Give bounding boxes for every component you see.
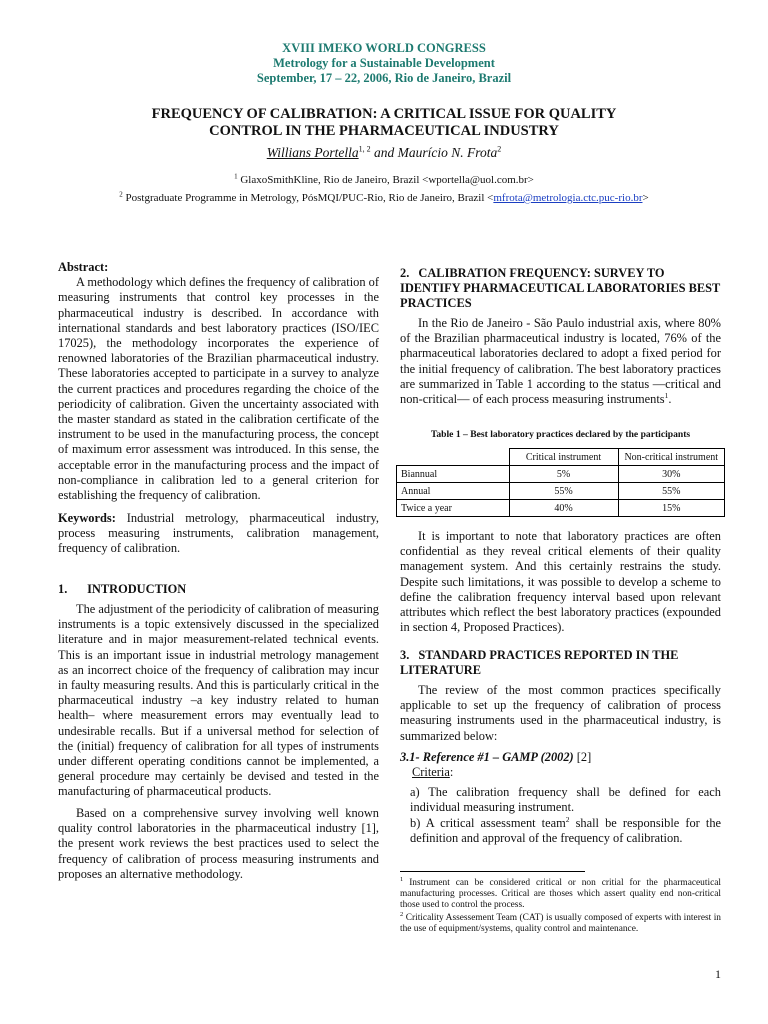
footnote-1-number: 1 <box>400 875 404 883</box>
table-1-caption: Table 1 – Best laboratory practices declared by the participants <box>430 429 691 440</box>
authors-conjunction: and <box>374 145 395 160</box>
list-item-b-text-end: shall be responsible for the definition and approval of the frequency of calibration. <box>410 816 722 846</box>
table-cell-critical: 5% <box>509 466 618 483</box>
table-cell-critical: 40% <box>509 500 618 517</box>
footnote-1 <box>400 875 722 911</box>
section-1-title: INTRODUCTION <box>87 582 187 596</box>
literature-paragraph-1: The review of the most common practices specifically applicable to set up the frequency of calibration of process measuring instruments used in the pharmaceutical industry, is summarized below: <box>400 683 721 743</box>
table-row <box>397 466 725 483</box>
section-2-body-2 <box>400 529 721 635</box>
author-portella-affil: 1, 2 <box>358 144 371 154</box>
list-item-a-text: The calibration frequency shall be defined for each individual measuring instrument. <box>410 785 721 815</box>
section-1-heading <box>58 582 379 597</box>
footnote-2-text: Criticality Assessement Team (CAT) is usually composed of experts with interest in the use of equipment/systems, quality control and maintenance. <box>400 913 721 934</box>
footnote-2 <box>400 910 721 935</box>
congress-theme: Metrology for a Sustainable Development <box>273 56 495 70</box>
section-2-title: CALIBRATION FREQUENCY: SURVEY TO IDENTIFY PHARMACEUTICAL LABORATORIES BEST PRACTICES <box>400 266 721 310</box>
affiliation-1 <box>0 174 768 187</box>
criteria-label <box>412 765 453 780</box>
table-cell-non-critical: 30% <box>618 466 725 483</box>
list-item <box>410 816 721 846</box>
reference-1-heading <box>400 750 721 765</box>
paper-title-line-1: FREQUENCY OF CALIBRATION: A CRITICAL ISSUE FOR QUALITY <box>151 106 617 122</box>
list-item-a-label: a) <box>410 785 420 799</box>
list-item-b-label: b) <box>410 816 421 830</box>
keywords-text: Industrial metrology, pharmaceutical industry, process measuring instruments, calibration management, frequency of calibration. <box>58 511 379 556</box>
footnote-1-text: Instrument can be considered critical or non critial for the pharmaceutical manufacturing processes. Critical are thoses which assert quality end non-critical those used to control the process. <box>400 878 722 910</box>
paper-title <box>100 106 668 140</box>
section-3-title: STANDARD PRACTICES REPORTED IN THE LITERATURE <box>400 648 679 677</box>
footnote-divider <box>400 871 585 872</box>
reference-1-citation[interactable]: [2] <box>576 750 592 764</box>
section-2-body <box>400 316 721 407</box>
author-portella: Willians Portella <box>266 145 359 160</box>
section-2-heading <box>400 266 721 311</box>
section-3-body <box>400 683 721 744</box>
criteria-label-colon: : <box>449 765 454 779</box>
list-item <box>410 785 721 815</box>
survey-paragraph-1-text: In the Rio de Janeiro - São Paulo industrial axis, where 80% of the Brazilian pharmaceutical industry is located, 76% of the pharmaceutical laboratories declared to adopt a fixed period for the initial frequency of calibration. The best laboratory practices are summarized in Table 1 according to the status —critical and non-critical— of each process measuring instruments <box>400 316 721 407</box>
author-frota-affil: 2 <box>497 144 502 154</box>
affiliation-2-number: 2 <box>119 190 123 199</box>
affiliation-2-text: Postgraduate Programme in Metrology, PósMQI/PUC-Rio, Rio de Janeiro, Brazil < <box>125 192 494 204</box>
table-row <box>397 500 725 517</box>
affiliation-2 <box>0 192 768 205</box>
affiliation-2-close: > <box>642 192 649 204</box>
affiliation-2-email-link[interactable]: mfrota@metrologia.ctc.puc-rio.br <box>493 192 643 204</box>
keywords-block <box>58 511 379 557</box>
abstract-text: A methodology which defines the frequency of calibration of measuring instruments that control key processes in the pharmaceutical industry is described. In accordance with international standards and best laboratory practices (ISO/IEC 17025), the methodology incorporates the experience of renowned laboratories of the Brazilian pharmaceutical industry. These laboratories accepted to participate in a survey to analyze the current practices and procedures regarding the choice of the periodicity of calibration. Given the uncertainty associated with the master standard as stated in the calibration certificate of the instrument to be used in the manufacturing process, the concept of maximum error assessment was introduced. In this sense, the acceptable error in the manufacturing process and the impact of non-compliance in calibration led to a general criterion for establishing the frequency of calibration. <box>58 275 379 503</box>
section-1-body-2 <box>58 806 379 882</box>
table-row <box>397 483 725 500</box>
author-frota: Maurício N. Frota <box>397 145 498 160</box>
keywords-label: Keywords: <box>58 511 116 525</box>
table-header-non-critical: Non-critical instrument <box>618 449 725 466</box>
congress-date-location: September, 17 – 22, 2006, Rio de Janeiro, Brazil <box>256 71 512 85</box>
section-2-number: 2. <box>400 266 410 280</box>
criteria-label-text: Criteria <box>412 765 450 779</box>
abstract-heading: Abstract: <box>58 260 109 274</box>
table-cell-period: Biannual <box>397 466 510 483</box>
table-cell-non-critical: 55% <box>618 483 725 500</box>
affiliation-1-number: 1 <box>234 172 238 181</box>
congress-name: XVIII IMEKO WORLD CONGRESS <box>282 41 486 55</box>
authors <box>0 145 768 161</box>
table-cell-period: Twice a year <box>397 500 510 517</box>
page-number: 1 <box>715 967 721 981</box>
footnote-2-number: 2 <box>400 910 404 918</box>
abstract-block <box>58 260 379 503</box>
survey-paragraph-1-end: . <box>668 392 672 407</box>
reference-1-title: 3.1- Reference #1 – GAMP (2002) <box>400 750 574 764</box>
section-1-body <box>58 602 379 800</box>
section-3-number: 3. <box>400 648 410 662</box>
table-1 <box>396 448 725 517</box>
intro-paragraph-1: The adjustment of the periodicity of calibration of measuring instruments is a topic extensively discussed in the specialized literature and in major measurement-related technical events. This is an important issue in industrial metrology management as an incorrect choice of the frequency of calibration may incur in faulty measuring results. And this is particularly critical in the pharmaceutical industry –a key industry related to human health– where measurement errors may eventually lead to undesirable recalls. But if a universal method for selection of the (initial) frequency of calibration for all types of instruments under different operating conditions cannot be implemented, a general procedure may certainly be devised and tested in the manufacturing of pharmaceutical products. <box>58 602 379 799</box>
affiliation-1-text: GlaxoSmithKline, Rio de Janeiro, Brazil <wportella@uol.com.br> <box>240 174 534 186</box>
section-3-heading <box>400 648 721 678</box>
paper-title-line-2: CONTROL IN THE PHARMACEUTICAL INDUSTRY <box>209 123 559 139</box>
table-cell-period: Annual <box>397 483 510 500</box>
survey-paragraph-2: It is important to note that laboratory practices are often confidential as they reveal critical elements of their quality management system. And this certainly restrains the study. Despite such limitations, it was possible to develop a scheme to define the calibration frequency interval based upon relevant attributes which reflect the best laboratory practices (expounded in section 4, Proposed Practices). <box>400 529 721 635</box>
section-1-number: 1. <box>58 582 68 596</box>
table-header-row <box>397 449 725 466</box>
list-item-b-text: A critical assessment team <box>425 816 566 830</box>
footnote-ref-2[interactable]: 2 <box>565 814 570 824</box>
table-header-critical: Critical instrument <box>509 449 618 466</box>
table-cell-critical: 55% <box>509 483 618 500</box>
table-header-empty <box>397 449 510 466</box>
footnote-ref-1[interactable]: 1 <box>664 390 669 400</box>
survey-paragraph-1 <box>400 316 721 407</box>
intro-paragraph-2: Based on a comprehensive survey involving well known quality control laboratories in the pharmaceutical industry [1], the present work reviews the best practices used to select the frequency of calibration of process measuring instruments and proposes an alternative methodology. <box>58 806 379 881</box>
table-cell-non-critical: 15% <box>618 500 725 517</box>
